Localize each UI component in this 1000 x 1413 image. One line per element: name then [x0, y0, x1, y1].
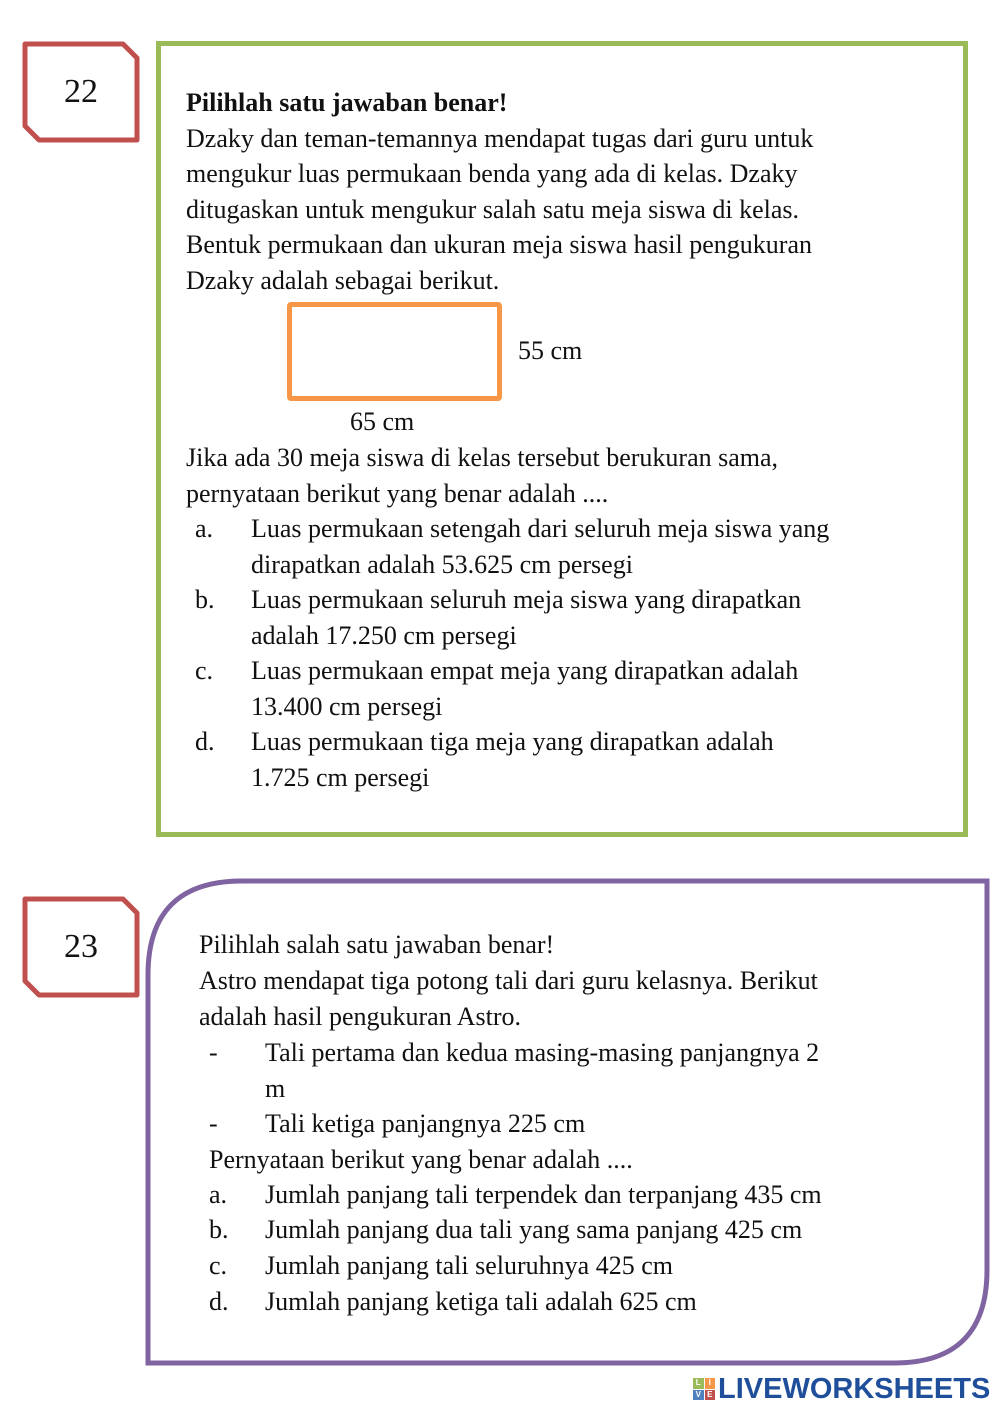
- liveworksheets-logo: [693, 1372, 990, 1406]
- bullet-text: Tali pertama dan kedua masing-masing panjangnya 2: [265, 1038, 820, 1067]
- q23-option-d[interactable]: [209, 1284, 949, 1320]
- rectangle-width-label: 65 cm: [350, 407, 415, 436]
- bullet-text: Tali ketiga panjangnya 225 cm: [265, 1109, 586, 1138]
- option-letter: c.: [209, 1251, 228, 1280]
- q23-bullet: [209, 1035, 949, 1106]
- option-letter: c.: [195, 656, 214, 685]
- option-text: Jumlah panjang tali terpendek dan terpanjang 435 cm: [265, 1180, 822, 1209]
- q23-instruction: Pilihlah salah satu jawaban benar!: [199, 930, 555, 959]
- question-number-22: 22: [64, 73, 98, 110]
- q23-option-b[interactable]: [209, 1212, 949, 1248]
- bullet-mark: -: [209, 1038, 218, 1067]
- question-number-badge-23: [22, 896, 140, 998]
- table-surface-rectangle: [287, 302, 502, 401]
- bullet-text: m: [265, 1073, 286, 1103]
- logo-letter: I: [705, 1378, 716, 1389]
- option-text: Luas permukaan seluruh meja siswa yang dirapatkan: [251, 585, 802, 614]
- logo-grid-icon: [693, 1378, 715, 1400]
- q22-option-d[interactable]: [195, 724, 955, 795]
- q23-option-a[interactable]: [209, 1177, 949, 1213]
- option-text: Jumlah panjang tali seluruhnya 425 cm: [265, 1251, 673, 1280]
- option-letter: b.: [209, 1215, 229, 1244]
- q23-paragraph-line: Astro mendapat tiga potong tali dari guru kelasnya. Berikut: [199, 966, 818, 995]
- q22-question-line: pernyataan berikut yang benar adalah ....: [186, 479, 609, 508]
- option-text: dirapatkan adalah 53.625 cm persegi: [251, 549, 633, 579]
- option-letter: d.: [209, 1287, 229, 1316]
- q22-paragraph-line: Dzaky adalah sebagai berikut.: [186, 266, 500, 295]
- option-letter: a.: [195, 514, 214, 543]
- q22-option-c[interactable]: [195, 653, 955, 724]
- option-letter: d.: [195, 727, 215, 756]
- q22-question-line: Jika ada 30 meja siswa di kelas tersebut berukuran sama,: [186, 443, 779, 472]
- option-text: 1.725 cm persegi: [251, 762, 430, 792]
- q22-instruction: Pilihlah satu jawaban benar!: [186, 88, 508, 117]
- logo-text: LIVEWORKSHEETS: [718, 1372, 991, 1405]
- rectangle-height-label: 55 cm: [518, 336, 583, 365]
- bullet-mark: -: [209, 1109, 218, 1138]
- option-letter: b.: [195, 585, 215, 614]
- option-text: Luas permukaan empat meja yang dirapatkan adalah: [251, 656, 799, 685]
- logo-letter: V: [693, 1390, 704, 1401]
- option-text: Jumlah panjang ketiga tali adalah 625 cm: [265, 1287, 697, 1316]
- option-letter: a.: [209, 1180, 228, 1209]
- option-text: adalah 17.250 cm persegi: [251, 620, 517, 650]
- option-text: Luas permukaan tiga meja yang dirapatkan adalah: [251, 727, 774, 756]
- q23-bullet: [209, 1106, 949, 1142]
- option-text: 13.400 cm persegi: [251, 691, 443, 721]
- q22-option-a[interactable]: [195, 511, 955, 582]
- q23-option-c[interactable]: [209, 1248, 949, 1284]
- q23-paragraph-line: adalah hasil pengukuran Astro.: [199, 1002, 522, 1031]
- logo-letter: L: [693, 1378, 704, 1389]
- option-text: Jumlah panjang dua tali yang sama panjang 425 cm: [265, 1215, 803, 1244]
- q22-paragraph-line: mengukur luas permukaan benda yang ada di kelas. Dzaky: [186, 159, 798, 188]
- q22-paragraph-line: Bentuk permukaan dan ukuran meja siswa hasil pengukuran: [186, 230, 812, 259]
- question-number-23: 23: [64, 928, 98, 965]
- logo-letter: E: [705, 1390, 716, 1401]
- option-text: Luas permukaan setengah dari seluruh meja siswa yang: [251, 514, 830, 543]
- q22-option-b[interactable]: [195, 582, 955, 653]
- question-number-badge-22: [22, 41, 140, 143]
- q23-question: Pernyataan berikut yang benar adalah ....: [209, 1145, 633, 1174]
- q22-paragraph-line: ditugaskan untuk mengukur salah satu meja siswa di kelas.: [186, 195, 800, 224]
- q22-paragraph-line: Dzaky dan teman-temannya mendapat tugas dari guru untuk: [186, 124, 814, 153]
